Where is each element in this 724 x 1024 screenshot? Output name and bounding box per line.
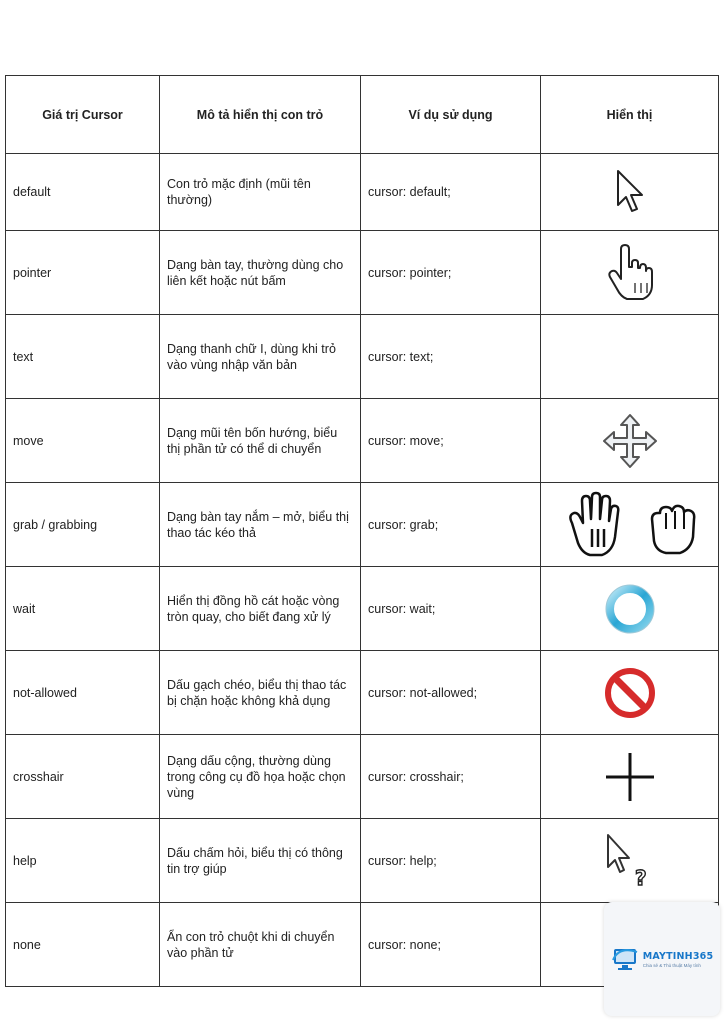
cursor-value: move xyxy=(13,433,44,448)
cursor-display xyxy=(540,651,718,734)
cursor-value: wait xyxy=(13,601,36,616)
table-row xyxy=(6,566,718,650)
cursor-description: Dạng mũi tên bốn hướng, biểu thị phần tử có thể di chuyển xyxy=(159,399,360,482)
cursor-example: cursor: text; xyxy=(360,315,540,398)
computer-logo-icon xyxy=(611,946,641,972)
cursor-value: pointer xyxy=(13,265,52,280)
cursor-display xyxy=(540,567,718,650)
header-cursor-value: Giá trị Cursor xyxy=(42,107,123,122)
table-row xyxy=(6,314,718,398)
cursor-description: Hiển thị đồng hồ cát hoặc vòng tròn quay, cho biết đang xử lý xyxy=(159,567,360,650)
cursor-description: Dạng bàn tay nắm – mở, biểu thị thao tác kéo thả xyxy=(159,483,360,566)
hand-pointer-icon xyxy=(605,243,655,303)
table-row xyxy=(6,482,718,566)
header-example: Ví dụ sử dụng xyxy=(360,76,540,153)
arrow-cursor-icon xyxy=(610,167,650,217)
table-row xyxy=(6,650,718,734)
cursor-table xyxy=(5,75,719,987)
cursor-example: cursor: crosshair; xyxy=(360,735,540,818)
cursor-display xyxy=(540,483,718,566)
cursor-display xyxy=(540,315,718,398)
cursor-description: Dạng dấu cộng, thường dùng trong công cụ đồ họa hoặc chọn vùng xyxy=(159,735,360,818)
cursor-display xyxy=(540,819,718,902)
table-row xyxy=(6,153,718,230)
maytinh365-logo xyxy=(604,902,720,1016)
grab-hands-icon xyxy=(550,489,710,561)
cursor-description: Dạng bàn tay, thường dùng cho liên kết hoặc nút bấm xyxy=(159,231,360,314)
cursor-example: cursor: wait; xyxy=(360,567,540,650)
header-display: Hiển thị xyxy=(540,76,718,153)
table-row xyxy=(6,398,718,482)
table-row xyxy=(6,734,718,818)
cursor-display xyxy=(540,154,718,230)
table-header-row xyxy=(6,76,718,153)
table-row xyxy=(6,818,718,902)
cursor-value: none xyxy=(13,937,41,952)
cursor-description: Con trỏ mặc định (mũi tên thường) xyxy=(159,154,360,230)
cursor-value: text xyxy=(13,349,34,364)
cursor-description: Dấu chấm hỏi, biểu thị có thông tin trợ giúp xyxy=(159,819,360,902)
cursor-display xyxy=(540,399,718,482)
cursor-value: grab / grabbing xyxy=(13,517,98,532)
cursor-description: Dấu gạch chéo, biểu thị thao tác bị chặn hoặc không khả dụng xyxy=(159,651,360,734)
help-cursor-icon xyxy=(602,833,658,889)
svg-text:?: ? xyxy=(634,865,647,889)
cursor-display xyxy=(540,735,718,818)
cursor-example: cursor: move; xyxy=(360,399,540,482)
cursor-example: cursor: pointer; xyxy=(360,231,540,314)
wait-ring-icon xyxy=(602,581,658,637)
cursor-value: default xyxy=(13,185,51,199)
cursor-description: Ẩn con trỏ chuột khi di chuyển vào phần tử xyxy=(159,903,360,986)
move-arrows-icon xyxy=(600,411,660,471)
cursor-value: crosshair xyxy=(13,769,64,784)
logo-name: MAYTINH365 xyxy=(642,950,714,962)
header-description: Mô tả hiển thị con trỏ xyxy=(159,76,360,153)
cursor-example: cursor: none; xyxy=(360,903,540,986)
cursor-example: cursor: default; xyxy=(360,154,540,230)
cursor-value: help xyxy=(13,853,37,868)
cursor-value: not-allowed xyxy=(13,685,77,700)
cursor-example: cursor: help; xyxy=(360,819,540,902)
crosshair-icon xyxy=(602,749,658,805)
cursor-display xyxy=(540,231,718,314)
not-allowed-icon xyxy=(602,665,658,721)
cursor-example: cursor: not-allowed; xyxy=(360,651,540,734)
logo-tagline: Chia sẻ & Thủ thuật Máy tính xyxy=(642,962,701,968)
cursor-description: Dạng thanh chữ I, dùng khi trỏ vào vùng nhập văn bản xyxy=(159,315,360,398)
cursor-example: cursor: grab; xyxy=(360,483,540,566)
table-row xyxy=(6,230,718,314)
